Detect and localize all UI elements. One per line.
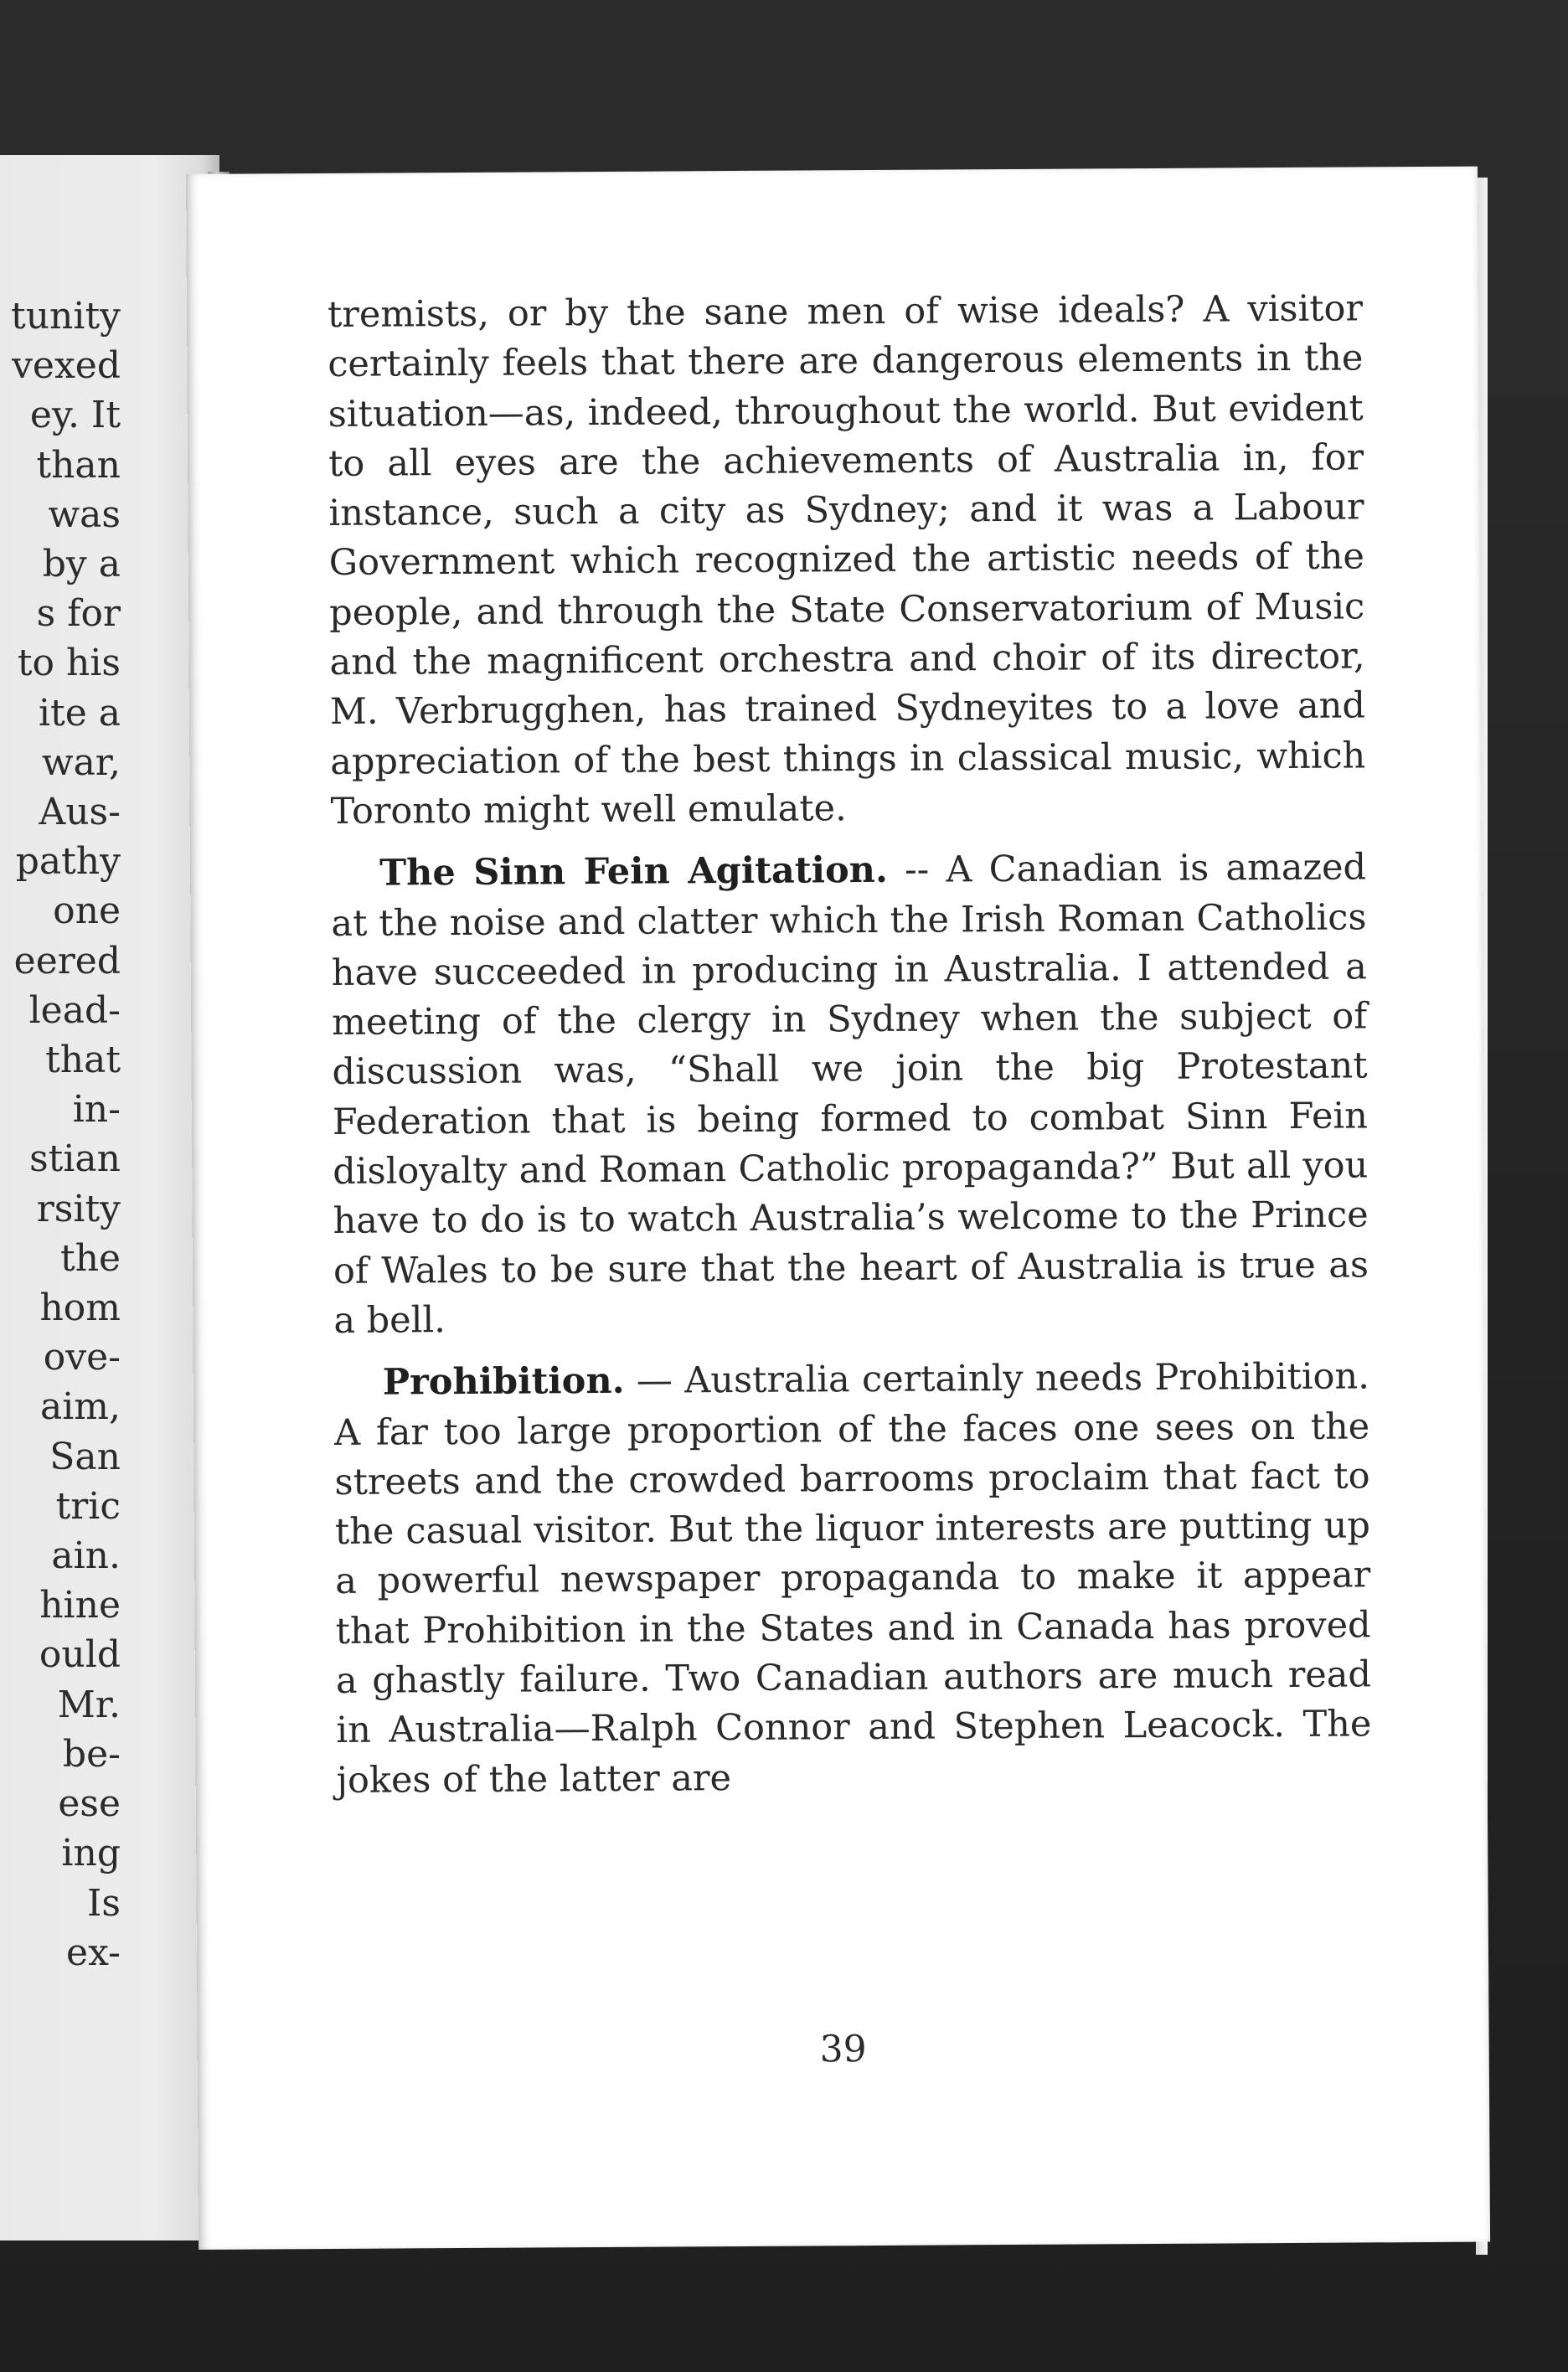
left-line: be- xyxy=(62,1732,121,1776)
left-line: aim, xyxy=(39,1385,121,1429)
left-line: Is xyxy=(87,1881,121,1925)
left-line: pathy xyxy=(15,840,121,884)
left-line: ex- xyxy=(66,1931,121,1974)
paragraph xyxy=(334,1353,1372,1806)
left-page-text xyxy=(11,291,121,1978)
right-page xyxy=(186,167,1490,2250)
left-line: was xyxy=(48,492,121,536)
left-line: than xyxy=(36,443,121,487)
left-line: to his xyxy=(17,642,121,685)
left-line: eered xyxy=(13,939,121,982)
left-line: war, xyxy=(41,740,121,784)
left-line: hom xyxy=(39,1287,121,1330)
left-line: ey. It xyxy=(29,394,121,437)
paragraph-text: -- A Canadian is amazed at the noise and clatter which the Irish Roman Catholics have succeeded in producing in Australia. I attended a meeting of the clergy in Sydney when the subject of discussion was, “Shall we join the big Protestant Federation that is being formed to combat Sinn Fein disloyalty and Roman Catholic propaganda?” But all you have to do is to watch Australia’s welcome to the Prince of Wales to be sure that the heart of Australia is true as a bell. xyxy=(331,846,1369,1342)
left-line: one xyxy=(53,890,121,933)
left-line: ese xyxy=(58,1782,121,1826)
left-line: Mr. xyxy=(57,1683,121,1726)
left-line: ain. xyxy=(51,1534,121,1578)
left-page xyxy=(0,155,219,2241)
paragraph-text: tremists, or by the sane men of wise ideals? A visitor certainly feels that there are dangerous elements in the situation—as, indeed, throughout the world. But evident to all eyes are the achievements of Australia in, for instance, such a city as Sydney; and it was a Labour Government which recognized the artistic needs of the people, and through the State Conservatorium of Music and the magnificent orchestra and choir of its director, M. Verbrugghen, has trained Sydneyites to a love and appreciation of the best things in classical music, which Toronto might well emulate. xyxy=(327,287,1366,833)
left-line: tunity xyxy=(11,295,121,338)
left-line: vexed xyxy=(12,344,121,388)
run-in-heading: Prohibition. xyxy=(382,1360,625,1404)
paragraph xyxy=(328,284,1366,837)
left-line: rsity xyxy=(36,1187,121,1230)
body-text xyxy=(328,284,1372,1818)
left-line: stian xyxy=(29,1137,121,1181)
page-number: 39 xyxy=(819,2028,867,2071)
left-line: that xyxy=(45,1039,121,1082)
left-line: ite a xyxy=(38,691,121,735)
left-line: tric xyxy=(55,1484,121,1528)
left-line: ould xyxy=(39,1633,121,1677)
left-line: by a xyxy=(42,543,121,586)
left-line: San xyxy=(49,1435,121,1478)
left-line: ing xyxy=(61,1832,121,1875)
paragraph-text: — Australia certainly needs Prohibition. A far too large proportion of the faces one sees on the streets and the crowded barrooms proclaim that fact to the casual visitor. But the liquor interests are putting up a powerful newspaper propaganda to make it appear that Prohibition in the States and in Canada has proved a ghastly failure. Two Canadian authors are much read in Australia—Ralph Connor and Stephen Leacock. The jokes of the latter are xyxy=(334,1355,1372,1802)
left-line: Aus- xyxy=(39,791,121,834)
left-line: hine xyxy=(39,1584,121,1627)
left-line: s for xyxy=(36,592,121,636)
left-line: ove- xyxy=(43,1336,121,1379)
run-in-heading: The Sinn Fein Agitation. xyxy=(379,849,889,895)
left-line: the xyxy=(59,1236,121,1280)
left-line: lead- xyxy=(28,988,121,1032)
left-line: in- xyxy=(72,1088,121,1132)
paragraph xyxy=(331,843,1369,1347)
